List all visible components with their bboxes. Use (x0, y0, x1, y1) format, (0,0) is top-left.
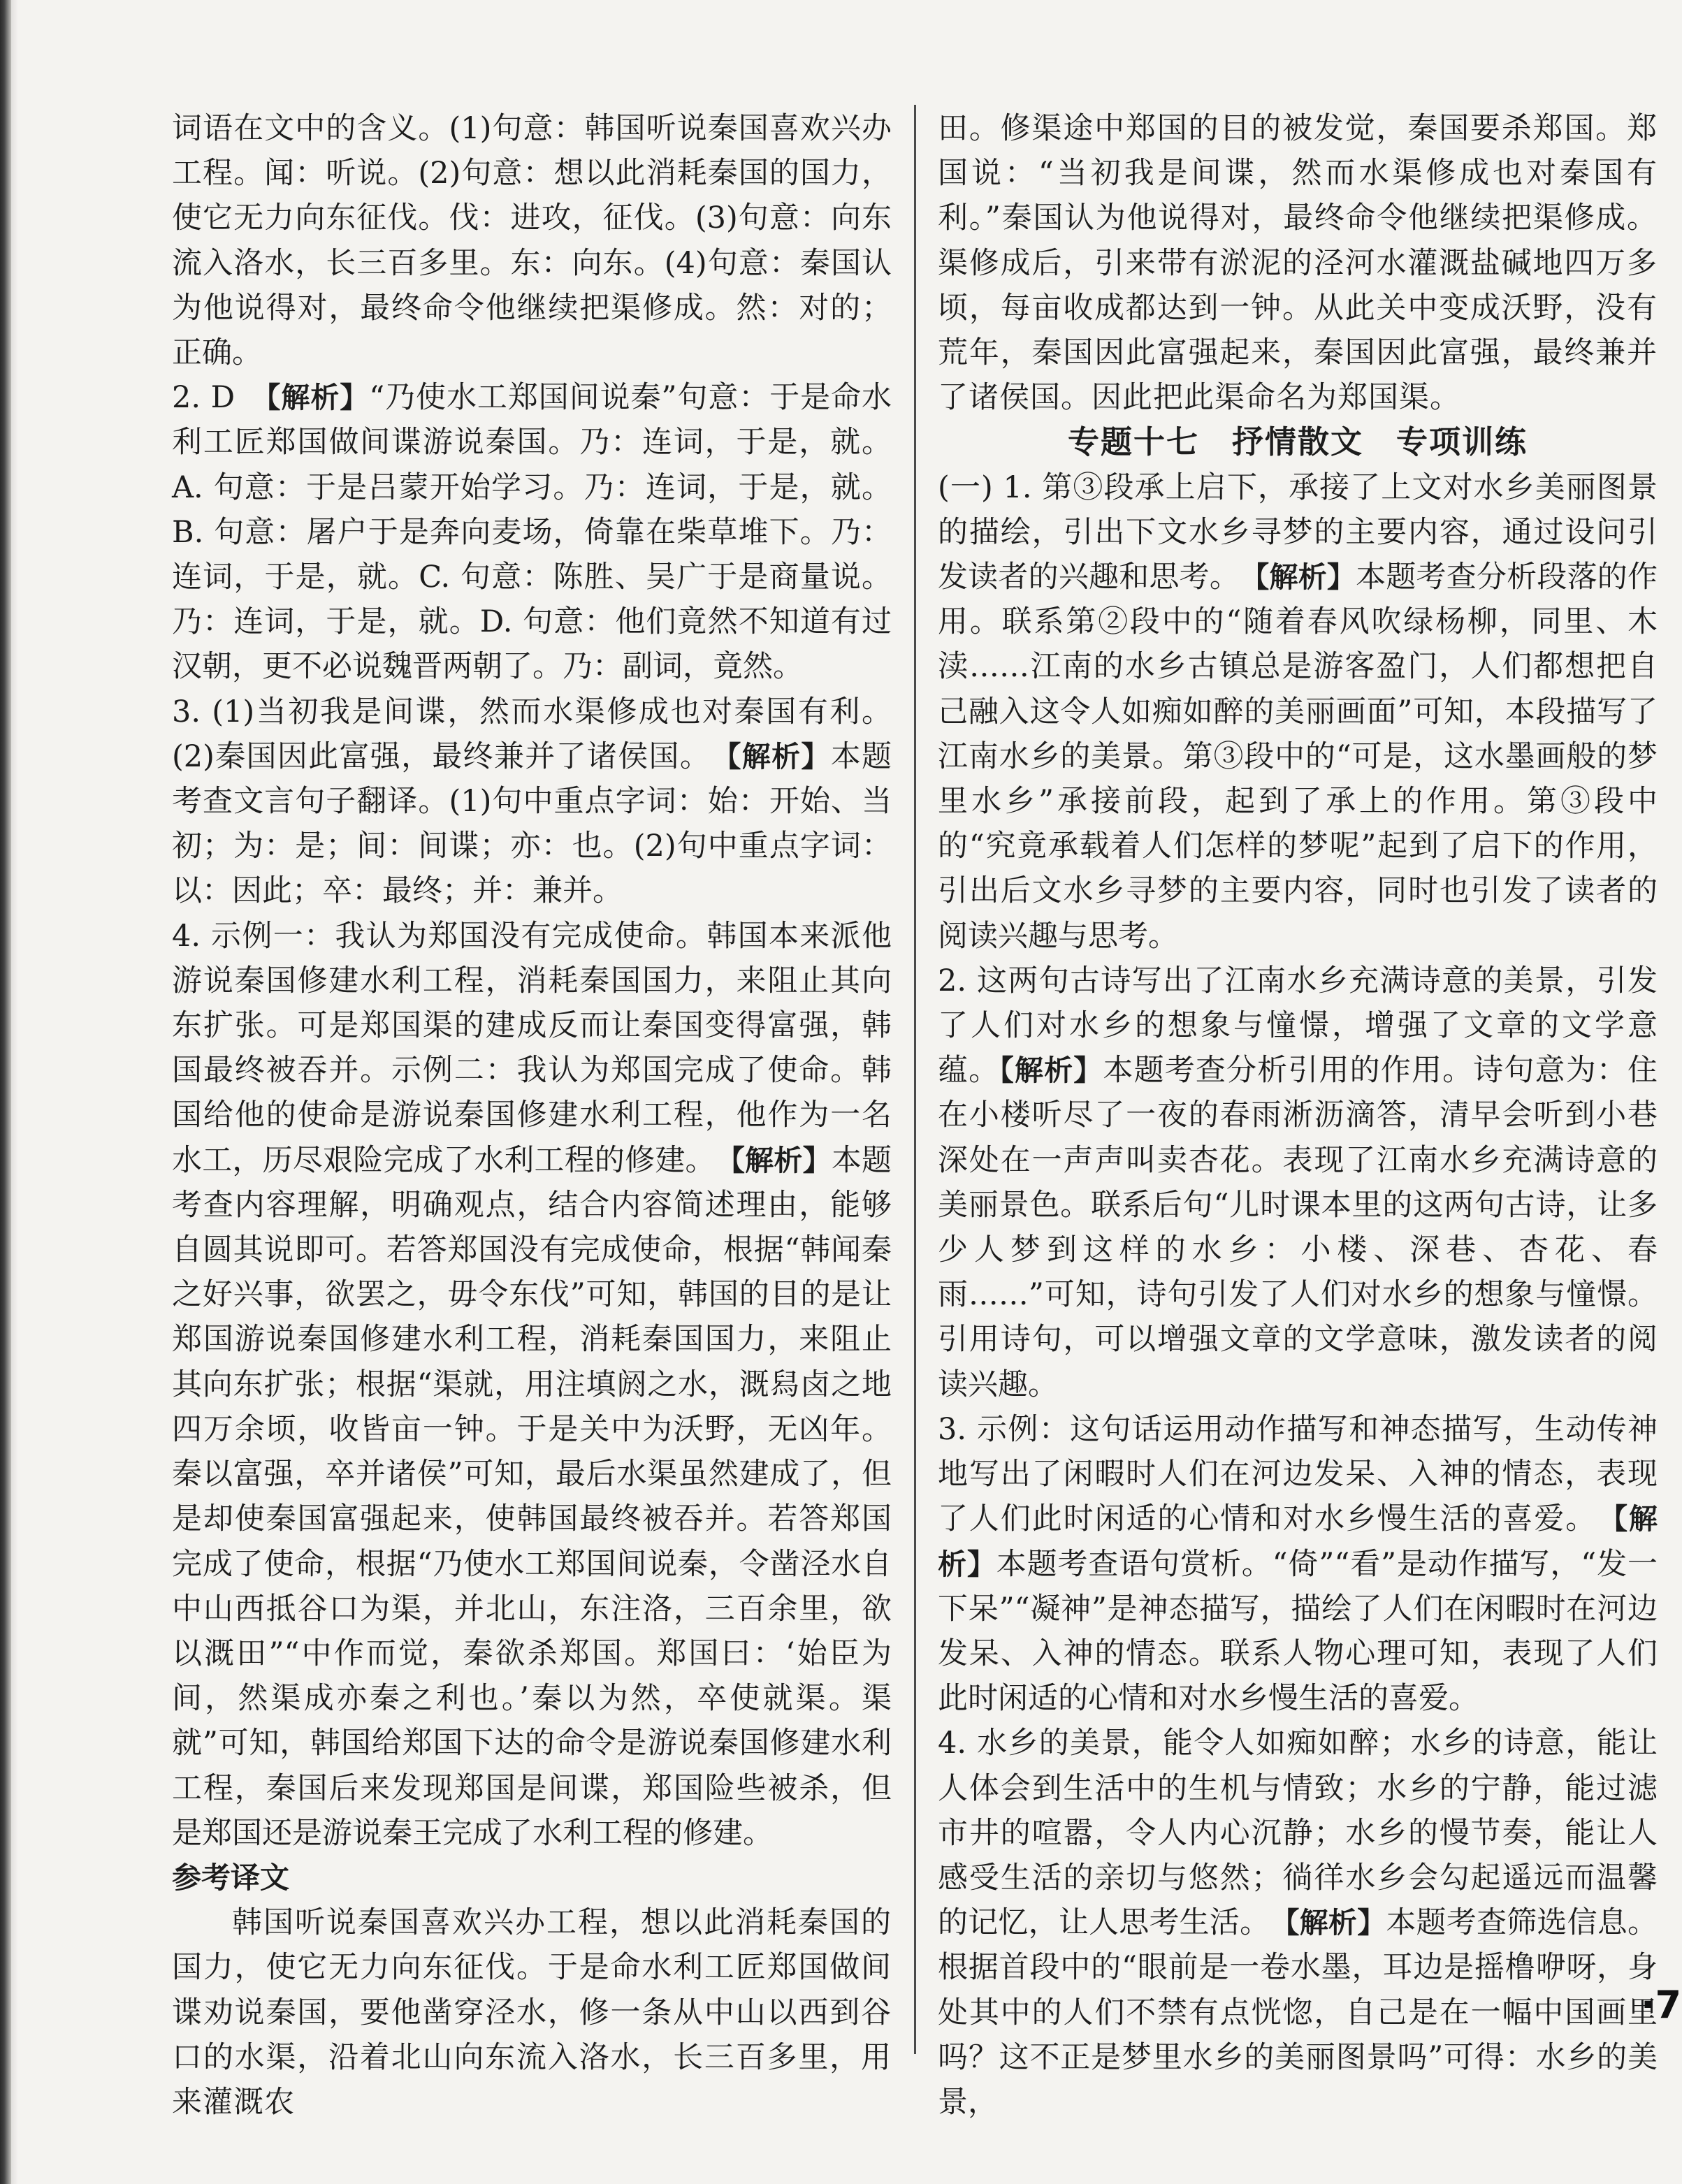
analysis-tag: 【解析】 (1254, 560, 1356, 595)
column-divider (914, 105, 916, 2054)
translation-text: 韩国听说秦国喜欢兴办工程，想以此消耗秦国的国力，使它无力向东征伐。于是命水利工匠郑国做间谍劝说秦国，要他凿穿泾水，修一条从中山以西到谷口的水渠，沿着北山向东流入洛水，长三百多里，用来灌溉农 (172, 1905, 892, 2120)
answer-s2: 2. 这两句古诗写出了江南水乡充满诗意的美景，引发了人们对水乡的想象与憧憬，增强了文章的文学意蕴。【解析】本题考查分析引用的作用。诗句意为：住在小楼听尽了一夜的春雨淅沥滴答，清早会听到小巷深处在一声声叫卖杏花。表现了江南水乡充满诗意的美丽景色。联系后句“儿时课本里的这两句古诗，让多少人梦到这样的水乡：小楼、深巷、杏花、春雨……”可知，诗句引发了人们对水乡的想象与憧憬。引用诗句，可以增强文章的文学意味，激发读者的阅读兴趣。 (938, 963, 1658, 1402)
answer-4: 4. 示例一：我认为郑国没有完成使命。韩国本来派他游说秦国修建水利工程，消耗秦国国力，来阻止其向东扩张。可是郑国渠的建成反而让秦国变得富强，韩国最终被吞并。示例二：我认为郑国完成了使命。韩国给他的使命是游说秦国修建水利工程，他作为一名水工，历尽艰险完成了水利工程的修建。 【解析】本题考查内容理解，明确观点，结合内容简述理由，能够自圆其说即可。若答郑国没有完成使命，根据“韩闻秦之好兴事，欲罢之，毋令东伐”可知，韩国的目的是让郑国游说秦国修建水利工程，消耗秦国国力，来阻止其向东扩张；根据“渠就，用注填阏之水，溉舄卤之地四万余顷，收皆亩一钟。于是关中为沃野，无凶年。秦以富强，卒并诸侯”可知，最后水渠虽然建成了，但是却使秦国富强起来，使韩国最终被吞并。若答郑国完成了使命，根据“乃使水工郑国间说秦，令凿泾水自中山西抵谷口为渠，并北山，东注洛，三百余里，欲以溉田”“中作而觉，秦欲杀郑国。郑国曰：‘始臣为间，然渠成亦秦之利也。’秦以为然，卒使就渠。渠就”可知，韩国给郑国下达的命令是游说秦国修建水利工程，秦国后来发现郑国是间谍，郑国险些被杀，但是郑国还是游说秦王完成了水利工程的修建。 (172, 918, 892, 1851)
page-number: ·7 (1641, 1983, 1682, 2027)
answer-1-continued: 词语在文中的含义。(1)句意：韩国听说秦国喜欢兴办工程。闻：听说。(2)句意：想以此消耗秦国的国力，使它无力向东征伐。伐：进攻，征伐。(3)句意：向东流入洛水，长三百多里。东：向东。(4)句意：秦国认为他说得对，最终命令他继续把渠修成。然：对的；正确。 (172, 111, 892, 371)
section-title: 专题十七 抒情散文 专项训练 (1067, 423, 1528, 461)
answer-s3: 3. 示例：这句话运用动作描写和神态描写，生动传神地写出了闲暇时人们在河边发呆、入神的情态，表现了人们此时闲适的心情和对水乡慢生活的喜爱。 【解析】本题考查语句赏析。“倚”“看”是动作描写，“发一下呆”“凝神”是神态描写，描绘了人们在闲暇时在河边发呆、入神的情态。联系人物心理可知，表现了人们此时闲适的心情和对水乡慢生活的喜爱。 (938, 1411, 1658, 1717)
translation-heading: 参考译文 (172, 1860, 290, 1895)
answer-3: 3. (1)当初我是间谍，然而水渠修成也对秦国有利。(2)秦国因此富强，最终兼并了诸侯国。 【解析】本题考查文言句子翻译。(1)句中重点字词：始：开始、当初；为：是；间：间谍；亦：也。(2)句中重点字词：以：因此；卒：最终；并：兼并。 (172, 694, 892, 909)
analysis-tag: 【解析】 (266, 381, 370, 415)
analysis-tag: 【解析】 (999, 1054, 1103, 1088)
answer-s4: 4. 水乡的美景，能令人如痴如醉；水乡的诗意，能让人体会到生活中的生机与情致；水乡的宁静，能过滤市井的喧嚣，令人内心沉静；水乡的慢节奏，能让人感受生活的亲切与悠然；徜徉水乡会勾起遥远而温馨的记忆，让人思考生活。 【解析】本题考查筛选信息。根据首段中的“眼前是一卷水墨，耳边是摇橹咿呀，身处其中的人们不禁有点恍惚，自己是在一幅中国画里吗？这不正是梦里水乡的美丽图景吗”可得：水乡的美景， (938, 1726, 1658, 2120)
right-column (938, 106, 1658, 2125)
analysis-tag: 【解析】 (938, 1502, 1658, 1581)
page-binding-edge (0, 0, 11, 2184)
left-column (172, 106, 892, 2125)
answer-s1: (一) 1. 第③段承上启下，承接了上文对水乡美丽图景的描绘，引出下文水乡寻梦的主要内容，通过设问引发读者的兴趣和思考。 【解析】本题考查分析段落的作用。联系第②段中的“随着春风吹绿杨柳，同里、木渎……江南的水乡古镇总是游客盈门，人们都想把自己融入这令人如痴如醉的美丽画面”可知，本段描写了江南水乡的美景。第③段中的“可是，这水墨画般的梦里水乡”承接前段，起到了承上的作用。第③段中的“究竟承载着人们怎样的梦呢”起到了启下的作用，引出后文水乡寻梦的主要内容，同时也引发了读者的阅读兴趣与思考。 (938, 469, 1658, 954)
analysis-tag: 【解析】 (1285, 1906, 1386, 1940)
analysis-tag: 【解析】 (730, 1143, 832, 1177)
translation-text-continued: 田。修渠途中郑国的目的被发觉，秦国要杀郑国。郑国说：“当初我是间谍，然而水渠修成也对秦国有利。”秦国认为他说得对，最终命令他继续把渠修成。渠修成后，引来带有淤泥的泾河水灌溉盐碱地四万多顷，每亩收成都达到一钟。从此关中变成沃野，没有荒年，秦国因此富强起来，秦国因此富强，最终兼并了诸侯国。因此把此渠命名为郑国渠。 (938, 111, 1658, 416)
answer-2: 2. D 【解析】“乃使水工郑国间说秦”句意：于是命水利工匠郑国做间谍游说秦国。乃：连词，于是，就。A. 句意：于是吕蒙开始学习。乃：连词，于是，就。B. 句意：屠户于是奔向麦场，倚靠在柴草堆下。乃：连词，于是，就。C. 句意：陈胜、吴广于是商量说。乃：连词，于是，就。D. 句意：他们竟然不知道有过汉朝，更不必说魏晋两朝了。乃：副词，竟然。 (172, 380, 892, 685)
analysis-tag: 【解析】 (726, 739, 831, 773)
